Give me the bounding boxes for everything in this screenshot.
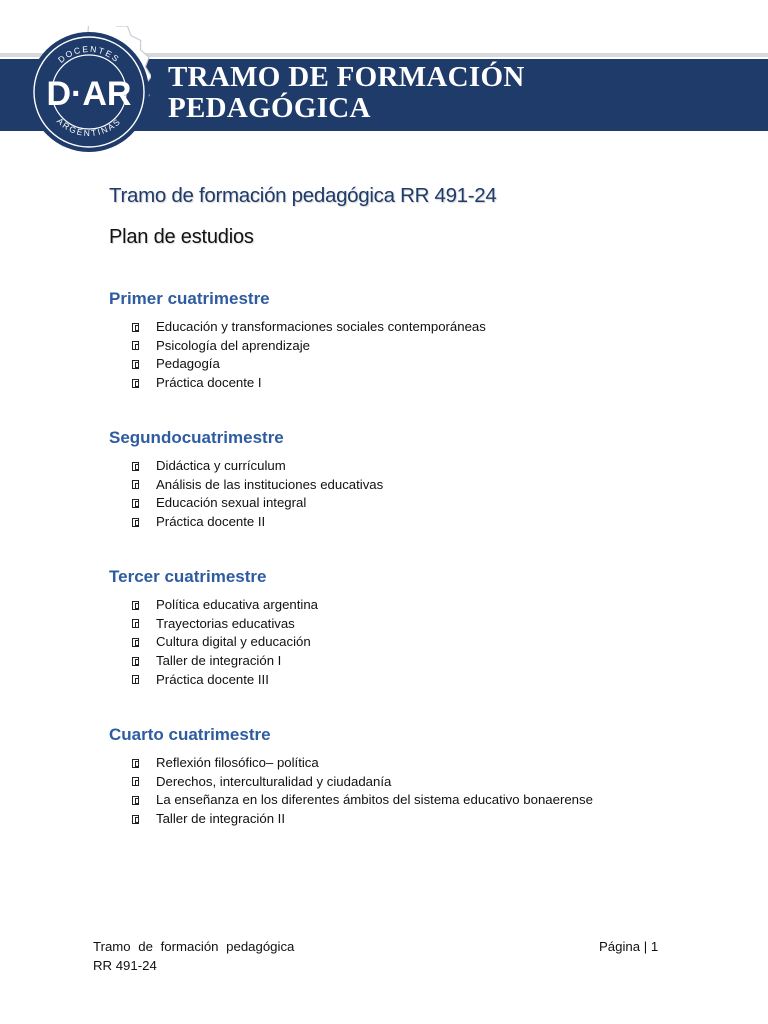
banner-title-line-1: TRAMO DE FORMACIÓN	[168, 61, 525, 93]
box-bullet-icon	[132, 675, 139, 684]
logo-ring-top-text: DOCENTES	[55, 43, 123, 65]
course-name: Trayectorias educativas	[156, 615, 295, 631]
course-name: Pedagogía	[156, 356, 220, 372]
section-tercer-cuatrimestre	[109, 564, 709, 689]
section-primer-cuatrimestre	[109, 286, 709, 393]
course-name: Educación sexual integral	[156, 495, 307, 511]
box-bullet-icon	[132, 777, 139, 786]
list-item	[109, 754, 709, 773]
document-subtitle: Plan de estudios	[109, 226, 254, 248]
list-item	[109, 791, 709, 810]
box-bullet-icon	[132, 796, 139, 805]
course-name: Educación y transformaciones sociales contemporáneas	[156, 319, 486, 334]
footer-title-line-2: RR 491-24	[93, 958, 157, 973]
box-bullet-icon	[132, 638, 139, 647]
logo-text: D·AR	[46, 75, 132, 113]
box-bullet-icon	[132, 518, 139, 527]
course-name: Taller de integración I	[156, 653, 282, 669]
box-bullet-icon	[132, 323, 139, 332]
box-bullet-icon	[132, 601, 139, 610]
logo-ring-bottom-text: ARGENTINAS	[54, 115, 124, 139]
document-title: Tramo de formación pedagógica RR 491-24	[109, 184, 497, 207]
course-name: Derechos, interculturalidad y ciudadanía	[156, 773, 392, 789]
list-item	[109, 615, 709, 634]
section-segundo-cuatrimestre	[109, 425, 709, 532]
box-bullet-icon	[132, 480, 139, 489]
section-heading: Segundocuatrimestre	[109, 428, 284, 447]
logo-seal-icon	[27, 26, 151, 158]
course-name: Psicología del aprendizaje	[156, 337, 310, 353]
box-bullet-icon	[132, 499, 139, 508]
box-bullet-icon	[132, 341, 139, 350]
course-name: Política educativa argentina	[156, 597, 319, 612]
list-item	[109, 596, 709, 615]
course-name: Práctica docente II	[156, 514, 266, 530]
box-bullet-icon	[132, 462, 139, 471]
list-item	[109, 671, 709, 690]
page-number: Página | 1	[599, 939, 659, 954]
box-bullet-icon	[132, 815, 139, 824]
course-name: Taller de integración II	[156, 811, 286, 827]
box-bullet-icon	[132, 657, 139, 666]
section-cuarto-cuatrimestre	[109, 722, 709, 829]
list-item	[109, 457, 709, 476]
box-bullet-icon	[132, 360, 139, 369]
footer-document-title	[93, 937, 294, 975]
course-name: Didáctica y currículum	[156, 458, 286, 473]
course-name: Cultura digital y educación	[156, 634, 311, 650]
list-item	[109, 318, 709, 337]
course-list	[109, 596, 709, 689]
course-name: Reflexión filosófico– política	[156, 755, 319, 770]
course-list	[109, 318, 709, 393]
course-name: Práctica docente III	[156, 671, 269, 687]
list-item	[109, 652, 709, 671]
section-heading: Primer cuatrimestre	[109, 289, 270, 308]
course-name: Análisis de las instituciones educativas	[156, 476, 384, 492]
course-name: Práctica docente I	[156, 375, 262, 391]
course-list	[109, 457, 709, 532]
section-heading: Cuarto cuatrimestre	[109, 725, 271, 744]
box-bullet-icon	[132, 379, 139, 388]
box-bullet-icon	[132, 619, 139, 628]
banner-title-line-2: PEDAGÓGICA	[168, 92, 371, 124]
footer-title-line-1: Tramo de formación pedagógica	[93, 939, 295, 954]
list-item	[109, 810, 709, 829]
banner-title	[168, 62, 758, 124]
list-item	[109, 355, 709, 374]
list-item	[109, 476, 709, 495]
list-item	[109, 773, 709, 792]
course-name: La enseñanza en los diferentes ámbitos del sistema educativo bonaerense	[156, 792, 593, 808]
course-list	[109, 754, 709, 829]
list-item	[109, 633, 709, 652]
list-item	[109, 337, 709, 356]
list-item	[109, 494, 709, 513]
list-item	[109, 374, 709, 393]
list-item	[109, 513, 709, 532]
box-bullet-icon	[132, 759, 139, 768]
section-heading: Tercer cuatrimestre	[109, 567, 267, 586]
